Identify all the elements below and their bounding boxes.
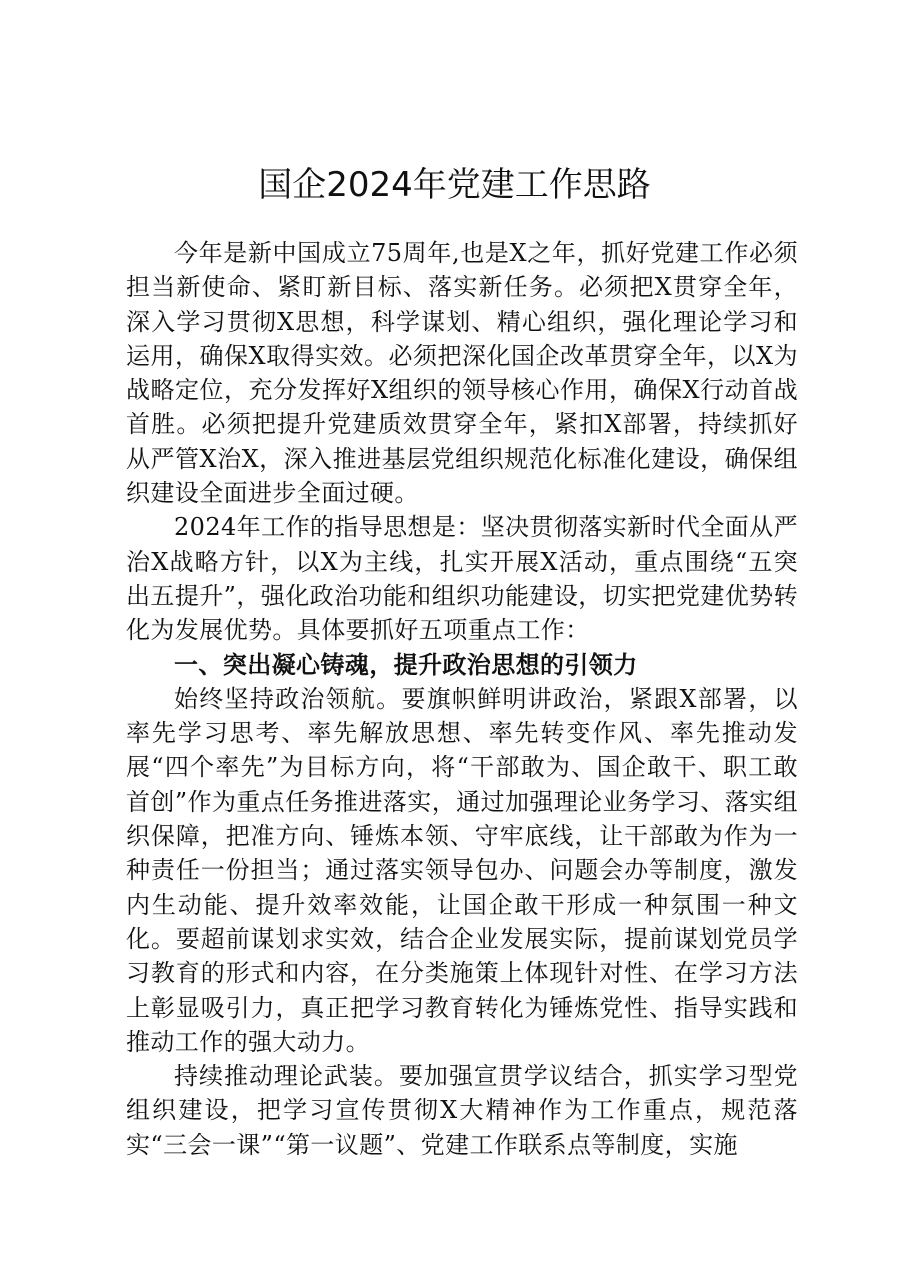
section-paragraph-1: 始终坚持政治领航。要旗帜鲜明讲政治，紧跟X部署，以率先学习思考、率先解放思想、率先转变作风、率先推动发展“四个率先”为目标方向，将“干部敢为、国企敢干、职工敢首创”作为重点任务推进落实，通过加强理论业务学习、落实组织保障，把准方向、锤炼本领、守牢底线，让干部敢为作为一种责任一份担当；通过落实领导包办、问题会办等制度，激发内生动能、提升效率效能，让国企敢干形成一种氛围一种文化。要超前谋划求实效，结合企业发展实际，提前谋划党员学习教育的形式和内容，在分类施策上体现针对性、在学习方法上彰显吸引力，真正把学习教育转化为锤炼党性、指导实践和推动工作的强大动力。: [126, 684, 798, 1056]
section-paragraph-2: 持续推动理论武装。要加强宣贯学议结合，抓实学习型党组织建设，把学习宣传贯彻X大精神作为工作重点，规范落实“三会一课”“第一议题”、党建工作联系点等制度，实施: [126, 1062, 798, 1159]
intro-paragraph-1: 今年是新中国成立75周年,也是X之年，抓好党建工作必须担当新使命、紧盯新目标、落实新任务。必须把X贯穿全年，深入学习贯彻X思想，科学谋划、精心组织，强化理论学习和运用，确保X取得实效。必须把深化国企改革贯穿全年，以X为战略定位，充分发挥好X组织的领导核心作用，确保X行动首战首胜。必须把提升党建质效贯穿全年，紧扣X部署，持续抓好从严管X治X，深入推进基层党组织规范化标准化建设，确保组织建设全面进步全面过硬。: [126, 239, 798, 508]
intro-paragraph-2: 2024年工作的指导思想是：坚决贯彻落实新时代全面从严治X战略方针，以X为主线，扎实开展X活动，重点围绕“五突出五提升”，强化政治功能和组织功能建设，切实把党建优势转化为发展优势。具体要抓好五项重点工作：: [126, 513, 798, 645]
document-title: 国企2024年党建工作思路: [258, 165, 651, 205]
document-body: [126, 236, 798, 1162]
section-heading: 一、突出凝心铸魂，提升政治思想的引领力: [174, 650, 638, 679]
